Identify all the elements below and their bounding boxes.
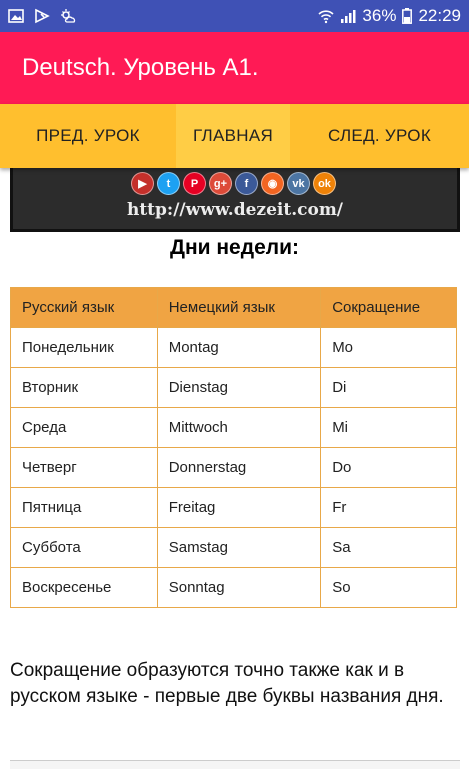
googleplus-icon[interactable]: g+	[209, 172, 232, 195]
app-bar	[0, 32, 469, 104]
cell-abbreviation: So	[321, 568, 457, 608]
cell-abbreviation: Mo	[321, 328, 457, 368]
signal-icon	[340, 8, 356, 24]
table-row	[11, 408, 457, 448]
banner-url: http://www.dezeit.com/	[126, 200, 344, 220]
facebook-icon[interactable]: f	[235, 172, 258, 195]
cell-german: Samstag	[157, 528, 320, 568]
table-row	[11, 368, 457, 408]
status-bar	[0, 0, 469, 32]
weather-icon	[60, 8, 76, 24]
cell-abbreviation: Di	[321, 368, 457, 408]
battery-icon	[402, 8, 412, 24]
cell-abbreviation: Do	[321, 448, 457, 488]
rss-icon[interactable]: ◉	[261, 172, 284, 195]
cell-russian: Воскресенье	[11, 568, 158, 608]
cell-russian: Среда	[11, 408, 158, 448]
cell-abbreviation: Fr	[321, 488, 457, 528]
cell-abbreviation: Mi	[321, 408, 457, 448]
youtube-icon[interactable]: ▶	[131, 172, 154, 195]
odnoklassniki-icon[interactable]: ok	[313, 172, 336, 195]
column-header-german: Немецкий язык	[157, 288, 320, 328]
twitter-icon[interactable]: t	[157, 172, 180, 195]
section-title: Дни недели:	[169, 236, 299, 259]
cell-russian: Суббота	[11, 528, 158, 568]
wifi-icon	[318, 8, 334, 24]
cell-german: Mittwoch	[157, 408, 320, 448]
home-button[interactable]: ГЛАВНАЯ	[176, 104, 290, 168]
cell-german: Dienstag	[157, 368, 320, 408]
lesson-nav	[0, 104, 469, 168]
cell-abbreviation: Sa	[321, 528, 457, 568]
column-header-russian: Русский язык	[11, 288, 158, 328]
table-row	[11, 488, 457, 528]
table-header-row	[11, 288, 457, 328]
table-row	[11, 568, 457, 608]
cell-russian: Понедельник	[11, 328, 158, 368]
vk-icon[interactable]: vk	[287, 172, 310, 195]
play-store-icon	[34, 8, 50, 24]
cell-german: Montag	[157, 328, 320, 368]
pinterest-icon[interactable]: P	[183, 172, 206, 195]
cell-german: Freitag	[157, 488, 320, 528]
app-title: Deutsch. Уровень А1.	[22, 54, 259, 81]
social-icons	[131, 172, 336, 195]
battery-percent: 36%	[362, 6, 397, 25]
table-row	[11, 328, 457, 368]
next-lesson-button[interactable]: СЛЕД. УРОК	[327, 126, 432, 145]
clock: 22:29	[418, 6, 461, 25]
gallery-icon	[8, 8, 24, 24]
cell-russian: Пятница	[11, 488, 158, 528]
cell-german: Donnerstag	[157, 448, 320, 488]
weekdays-table	[10, 287, 457, 608]
explanation-text: Сокращение образуются точно также как и в русском языке - первые две буквы названия дня.	[10, 660, 444, 707]
table-row	[11, 528, 457, 568]
site-banner[interactable]	[10, 168, 460, 232]
column-header-abbreviation: Сокращение	[321, 288, 457, 328]
prev-lesson-button[interactable]: ПРЕД. УРОК	[36, 126, 140, 145]
notification-icons	[8, 8, 76, 24]
system-icons	[318, 6, 461, 26]
cell-russian: Четверг	[11, 448, 158, 488]
cell-german: Sonntag	[157, 568, 320, 608]
cell-russian: Вторник	[11, 368, 158, 408]
table-row	[11, 448, 457, 488]
